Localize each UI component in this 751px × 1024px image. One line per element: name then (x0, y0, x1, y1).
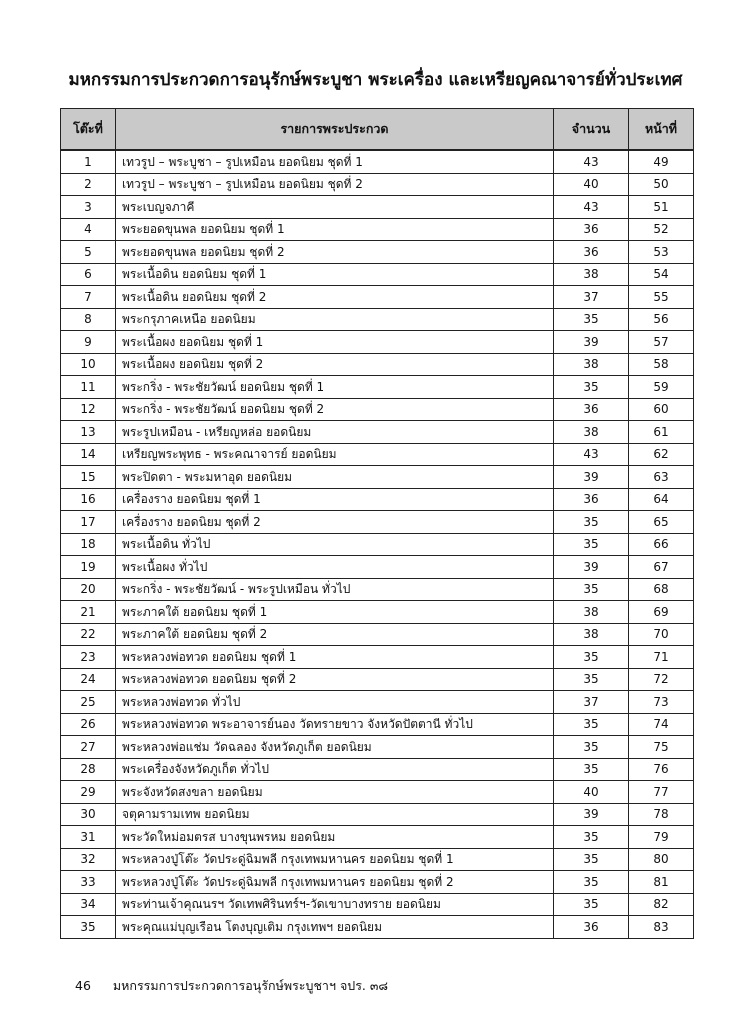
cell-item-name: พระเนื้อดิน ยอดนิยม ชุดที่ 2 (116, 286, 554, 309)
cell-count: 36 (554, 218, 629, 241)
cell-item-name: พระหลวงพ่อทวด ยอดนิยม ชุดที่ 2 (116, 668, 554, 691)
cell-table-no: 7 (61, 286, 116, 309)
cell-table-no: 3 (61, 196, 116, 219)
cell-page: 51 (629, 196, 694, 219)
cell-table-no: 27 (61, 736, 116, 759)
table-row (61, 736, 694, 759)
cell-table-no: 15 (61, 466, 116, 489)
cell-count: 35 (554, 848, 629, 871)
cell-table-no: 19 (61, 556, 116, 579)
cell-item-name: พระวัดใหม่อมตรส บางขุนพรหม ยอดนิยม (116, 826, 554, 849)
cell-item-name: พระภาคใต้ ยอดนิยม ชุดที่ 1 (116, 601, 554, 624)
table-row (61, 781, 694, 804)
cell-count: 35 (554, 893, 629, 916)
cell-page: 70 (629, 623, 694, 646)
table-row (61, 398, 694, 421)
cell-page: 79 (629, 826, 694, 849)
cell-page: 55 (629, 286, 694, 309)
cell-item-name: พระเนื้อดิน ยอดนิยม ชุดที่ 1 (116, 263, 554, 286)
cell-table-no: 17 (61, 511, 116, 534)
table-row (61, 601, 694, 624)
table-row (61, 376, 694, 399)
cell-count: 40 (554, 173, 629, 196)
cell-page: 83 (629, 916, 694, 939)
cell-table-no: 33 (61, 871, 116, 894)
page-footer (75, 976, 388, 996)
table-row (61, 488, 694, 511)
cell-page: 64 (629, 488, 694, 511)
cell-table-no: 23 (61, 646, 116, 669)
cell-item-name: พระกรุภาคเหนือ ยอดนิยม (116, 308, 554, 331)
table-row (61, 241, 694, 264)
table-row (61, 646, 694, 669)
cell-page: 50 (629, 173, 694, 196)
cell-table-no: 35 (61, 916, 116, 939)
cell-page: 73 (629, 691, 694, 714)
cell-count: 43 (554, 150, 629, 173)
cell-page: 82 (629, 893, 694, 916)
table-row (61, 421, 694, 444)
table-row (61, 893, 694, 916)
footer-text: มหกรรมการประกวดการอนุรักษ์พระบูชาฯ จปร. ๓๘ (112, 978, 389, 993)
table-row (61, 691, 694, 714)
cell-item-name: พระท่านเจ้าคุณนรฯ วัดเทพศิรินทร์ฯ-วัดเขาบางทราย ยอดนิยม (116, 893, 554, 916)
cell-table-no: 34 (61, 893, 116, 916)
cell-table-no: 2 (61, 173, 116, 196)
cell-item-name: พระกริ่ง - พระชัยวัฒน์ - พระรูปเหมือน ทั่วไป (116, 578, 554, 601)
cell-item-name: เหรียญพระพุทธ - พระคณาจารย์ ยอดนิยม (116, 443, 554, 466)
cell-table-no: 11 (61, 376, 116, 399)
cell-table-no: 31 (61, 826, 116, 849)
cell-item-name: พระเครื่องจังหวัดภูเก็ต ทั่วไป (116, 758, 554, 781)
cell-count: 35 (554, 646, 629, 669)
cell-count: 36 (554, 398, 629, 421)
cell-page: 77 (629, 781, 694, 804)
cell-item-name: พระเนื้อผง ยอดนิยม ชุดที่ 1 (116, 331, 554, 354)
cell-count: 39 (554, 803, 629, 826)
cell-count: 38 (554, 353, 629, 376)
cell-page: 75 (629, 736, 694, 759)
cell-item-name: พระยอดขุนพล ยอดนิยม ชุดที่ 1 (116, 218, 554, 241)
cell-count: 39 (554, 331, 629, 354)
cell-count: 37 (554, 286, 629, 309)
table-row (61, 173, 694, 196)
cell-page: 54 (629, 263, 694, 286)
cell-count: 37 (554, 691, 629, 714)
cell-page: 53 (629, 241, 694, 264)
cell-count: 35 (554, 758, 629, 781)
cell-count: 35 (554, 871, 629, 894)
cell-count: 43 (554, 443, 629, 466)
cell-page: 69 (629, 601, 694, 624)
table-row (61, 511, 694, 534)
cell-table-no: 9 (61, 331, 116, 354)
cell-table-no: 6 (61, 263, 116, 286)
cell-table-no: 21 (61, 601, 116, 624)
table-row (61, 308, 694, 331)
table-row (61, 263, 694, 286)
cell-item-name: พระเนื้อผง ยอดนิยม ชุดที่ 2 (116, 353, 554, 376)
table-row (61, 331, 694, 354)
cell-page: 72 (629, 668, 694, 691)
cell-item-name: พระหลวงพ่อแช่ม วัดฉลอง จังหวัดภูเก็ต ยอดนิยม (116, 736, 554, 759)
cell-item-name: พระปิดตา - พระมหาอุด ยอดนิยม (116, 466, 554, 489)
cell-table-no: 22 (61, 623, 116, 646)
cell-item-name: พระเนื้อผง ทั่วไป (116, 556, 554, 579)
cell-item-name: พระเนื้อดิน ทั่วไป (116, 533, 554, 556)
cell-count: 40 (554, 781, 629, 804)
table-row (61, 150, 694, 173)
cell-item-name: พระภาคใต้ ยอดนิยม ชุดที่ 2 (116, 623, 554, 646)
cell-count: 35 (554, 578, 629, 601)
cell-count: 35 (554, 533, 629, 556)
cell-item-name: พระหลวงพ่อทวด ยอดนิยม ชุดที่ 1 (116, 646, 554, 669)
cell-count: 35 (554, 668, 629, 691)
table-row (61, 218, 694, 241)
table-row (61, 556, 694, 579)
cell-count: 36 (554, 241, 629, 264)
cell-page: 62 (629, 443, 694, 466)
cell-count: 36 (554, 488, 629, 511)
cell-item-name: พระจังหวัดสงขลา ยอดนิยม (116, 781, 554, 804)
cell-count: 43 (554, 196, 629, 219)
cell-item-name: พระหลวงปู่โต๊ะ วัดประดู่ฉิมพลี กรุงเทพมหานคร ยอดนิยม ชุดที่ 2 (116, 871, 554, 894)
cell-page: 58 (629, 353, 694, 376)
table-row (61, 916, 694, 939)
cell-table-no: 18 (61, 533, 116, 556)
cell-count: 38 (554, 601, 629, 624)
table-row (61, 533, 694, 556)
cell-table-no: 16 (61, 488, 116, 511)
cell-table-no: 25 (61, 691, 116, 714)
cell-item-name: จตุคามรามเทพ ยอดนิยม (116, 803, 554, 826)
header-page: หน้าที่ (629, 109, 694, 151)
cell-item-name: พระหลวงพ่อทวด ทั่วไป (116, 691, 554, 714)
cell-page: 78 (629, 803, 694, 826)
cell-page: 65 (629, 511, 694, 534)
cell-page: 71 (629, 646, 694, 669)
cell-item-name: พระกริ่ง - พระชัยวัฒน์ ยอดนิยม ชุดที่ 1 (116, 376, 554, 399)
cell-page: 81 (629, 871, 694, 894)
table-row (61, 826, 694, 849)
table-row (61, 758, 694, 781)
cell-count: 35 (554, 511, 629, 534)
cell-item-name: พระยอดขุนพล ยอดนิยม ชุดที่ 2 (116, 241, 554, 264)
cell-item-name: เทวรูป – พระบูชา – รูปเหมือน ยอดนิยม ชุดที่ 2 (116, 173, 554, 196)
cell-count: 39 (554, 556, 629, 579)
header-table-no: โต๊ะที่ (61, 109, 116, 151)
cell-page: 52 (629, 218, 694, 241)
cell-table-no: 20 (61, 578, 116, 601)
table-row (61, 443, 694, 466)
cell-table-no: 14 (61, 443, 116, 466)
contest-table (60, 108, 694, 939)
cell-count: 38 (554, 623, 629, 646)
cell-page: 63 (629, 466, 694, 489)
header-item: รายการพระประกวด (116, 109, 554, 151)
cell-count: 35 (554, 376, 629, 399)
cell-page: 68 (629, 578, 694, 601)
cell-item-name: เทวรูป – พระบูชา – รูปเหมือน ยอดนิยม ชุดที่ 1 (116, 150, 554, 173)
cell-count: 39 (554, 466, 629, 489)
cell-page: 49 (629, 150, 694, 173)
cell-table-no: 30 (61, 803, 116, 826)
footer-page-number: 46 (75, 978, 91, 993)
cell-page: 60 (629, 398, 694, 421)
cell-item-name: พระเบญจภาคี (116, 196, 554, 219)
cell-page: 56 (629, 308, 694, 331)
cell-count: 35 (554, 826, 629, 849)
cell-table-no: 13 (61, 421, 116, 444)
cell-table-no: 28 (61, 758, 116, 781)
cell-item-name: พระกริ่ง - พระชัยวัฒน์ ยอดนิยม ชุดที่ 2 (116, 398, 554, 421)
cell-table-no: 12 (61, 398, 116, 421)
page-title: มหกรรมการประกวดการอนุรักษ์พระบูชา พระเครื่อง และเหรียญคณาจารย์ทั่วประเทศ (68, 70, 683, 90)
cell-page: 67 (629, 556, 694, 579)
cell-table-no: 24 (61, 668, 116, 691)
cell-count: 38 (554, 263, 629, 286)
cell-page: 59 (629, 376, 694, 399)
cell-item-name: พระหลวงปู่โต๊ะ วัดประดู่ฉิมพลี กรุงเทพมหานคร ยอดนิยม ชุดที่ 1 (116, 848, 554, 871)
table-row (61, 286, 694, 309)
cell-page: 57 (629, 331, 694, 354)
cell-table-no: 29 (61, 781, 116, 804)
cell-item-name: พระรูปเหมือน - เหรียญหล่อ ยอดนิยม (116, 421, 554, 444)
cell-count: 35 (554, 308, 629, 331)
cell-table-no: 10 (61, 353, 116, 376)
table-row (61, 578, 694, 601)
table-row (61, 353, 694, 376)
cell-item-name: เครื่องราง ยอดนิยม ชุดที่ 1 (116, 488, 554, 511)
cell-count: 35 (554, 713, 629, 736)
cell-table-no: 4 (61, 218, 116, 241)
table-row (61, 623, 694, 646)
table-row (61, 871, 694, 894)
cell-count: 36 (554, 916, 629, 939)
cell-item-name: พระหลวงพ่อทวด พระอาจารย์นอง วัดทรายขาว จังหวัดปัตตานี ทั่วไป (116, 713, 554, 736)
cell-item-name: พระคุณแม่บุญเรือน โตงบุญเติม กรุงเทพฯ ยอดนิยม (116, 916, 554, 939)
cell-page: 76 (629, 758, 694, 781)
table-row (61, 803, 694, 826)
cell-page: 66 (629, 533, 694, 556)
cell-table-no: 8 (61, 308, 116, 331)
cell-count: 35 (554, 736, 629, 759)
cell-table-no: 32 (61, 848, 116, 871)
cell-table-no: 1 (61, 150, 116, 173)
cell-item-name: เครื่องราง ยอดนิยม ชุดที่ 2 (116, 511, 554, 534)
table-row (61, 713, 694, 736)
table-row (61, 196, 694, 219)
cell-count: 38 (554, 421, 629, 444)
table-header-row (61, 109, 694, 151)
cell-table-no: 5 (61, 241, 116, 264)
table-row (61, 466, 694, 489)
cell-table-no: 26 (61, 713, 116, 736)
cell-page: 61 (629, 421, 694, 444)
cell-page: 74 (629, 713, 694, 736)
table-row (61, 848, 694, 871)
table-row (61, 668, 694, 691)
cell-page: 80 (629, 848, 694, 871)
header-count: จำนวน (554, 109, 629, 151)
